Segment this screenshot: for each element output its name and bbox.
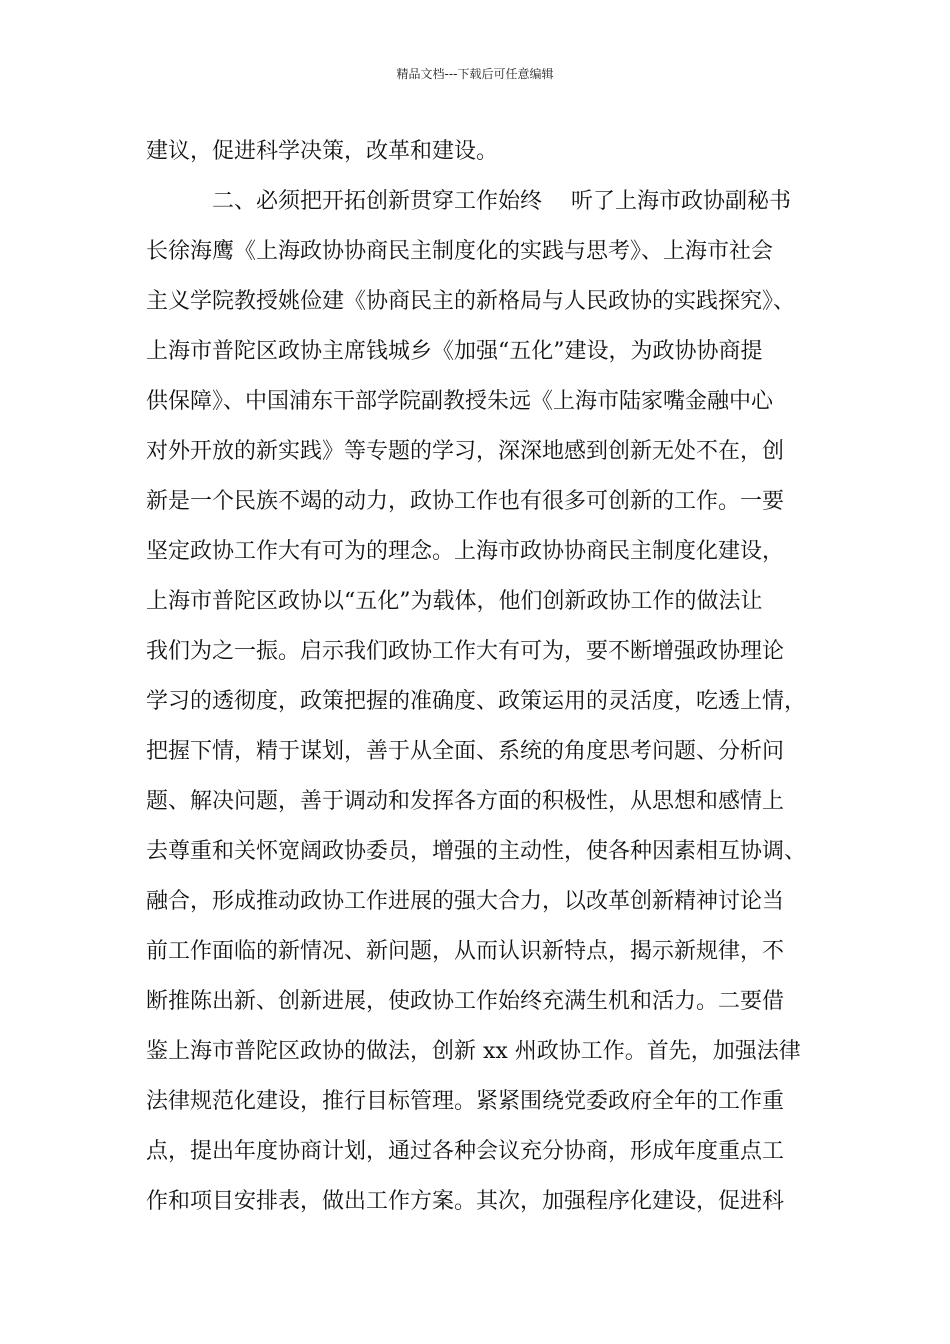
page-header: 精品文档---下载后可任意编辑: [396, 67, 554, 81]
text-line: 上海市普陀区政协主席钱城乡《加强“五化”建设，为政协协商提: [146, 339, 763, 364]
text-line: 供保障》、中国浦东干部学院副教授朱远《上海市陆家嘴金融中心: [146, 389, 774, 414]
text-line: 题、解决问题，善于调动和发挥各方面的积极性，从思想和感情上: [146, 789, 785, 814]
document-body: [146, 127, 836, 1227]
text-line: 主义学院教授姚俭建《协商民主的新格局与人民政协的实践探究》、: [146, 289, 796, 314]
text-line: 学习的透彻度，政策把握的准确度、政策运用的灵活度，吃透上情，: [146, 689, 807, 714]
text-line: 长徐海鹰《上海政协协商民主制度化的实践与思考》、上海市社会: [146, 239, 774, 264]
text-line: 断推陈出新、创新进展，使政协工作始终充满生机和活力。二要借: [146, 989, 785, 1014]
text-line: 建议，促进科学决策，改革和建设。: [146, 139, 499, 164]
text-line: 把握下情，精于谋划，善于从全面、系统的角度思考问题、分析问: [146, 739, 785, 764]
text-line: 法律规范化建设，推行目标管理。紧紧围绕党委政府全年的工作重: [146, 1089, 785, 1114]
text-line: 鉴上海市普陀区政协的做法，创新 xx 州政协工作。首先，加强法律: [146, 1039, 801, 1064]
text-line: 坚定政协工作大有可为的理念。上海市政协协商民主制度化建设，: [146, 539, 785, 564]
section-heading-line: 二、必须把开拓创新贯穿工作始终 听了上海市政协副秘书: [212, 189, 791, 214]
text-line: 点，提出年度协商计划，通过各种会议充分协商，形成年度重点工: [146, 1139, 785, 1164]
text-line: 前工作面临的新情况、新问题，从而认识新特点，揭示新规律，不: [146, 939, 785, 964]
text-line: 我们为之一振。启示我们政协工作大有可为，要不断增强政协理论: [146, 639, 785, 664]
text-line: 新是一个民族不竭的动力，政协工作也有很多可创新的工作。一要: [146, 489, 785, 514]
text-line: 去尊重和关怀宽阔政协委员，增强的主动性，使各种因素相互协调、: [146, 839, 807, 864]
text-line: 上海市普陀区政协以“五化”为载体，他们创新政协工作的做法让: [146, 589, 763, 614]
text-line: 对外开放的新实践》等专题的学习，深深地感到创新无处不在，创: [146, 439, 785, 464]
text-line: 作和项目安排表，做出工作方案。其次，加强程序化建设，促进科: [146, 1189, 785, 1214]
text-line: 融合，形成推动政协工作进展的强大合力，以改革创新精神讨论当: [146, 889, 785, 914]
